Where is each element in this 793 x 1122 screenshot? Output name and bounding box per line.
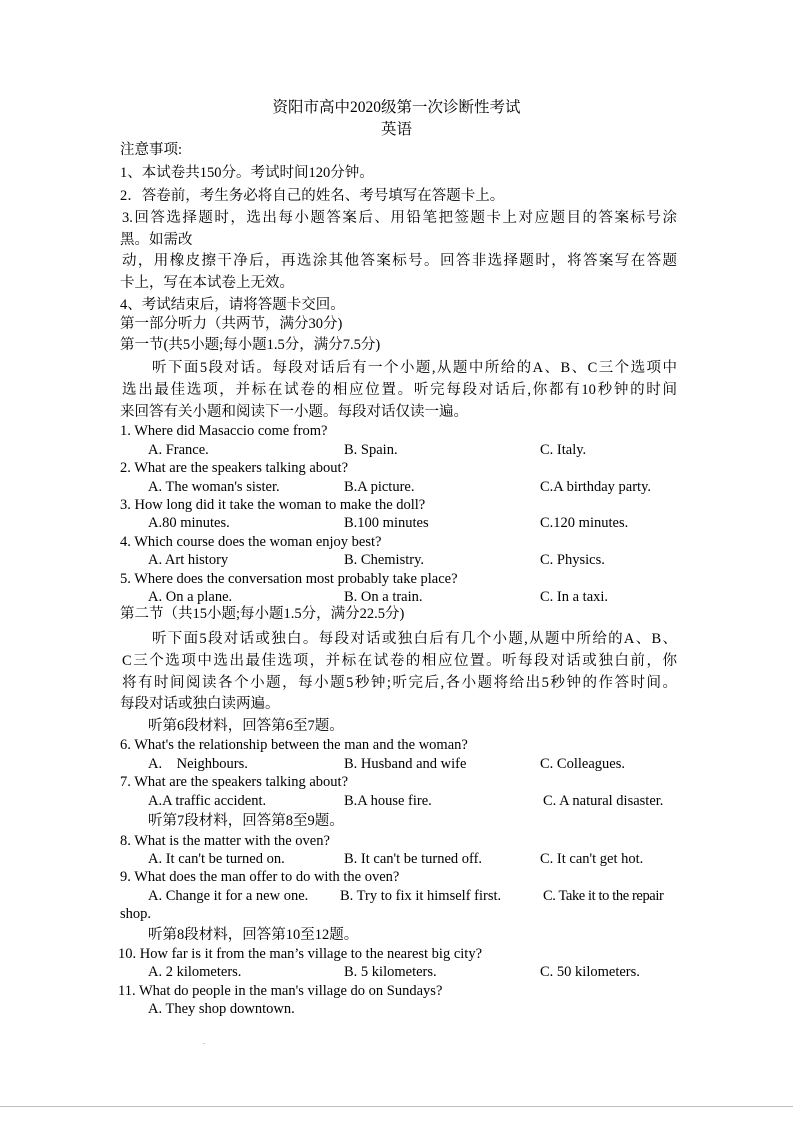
q6-option-c: C. Colleagues.: [540, 756, 625, 772]
question-1: 1. Where did Masaccio come from?: [120, 423, 328, 439]
q9-option-c: C. Take it to the repair: [543, 888, 664, 904]
q1-option-b: B. Spain.: [344, 442, 398, 458]
question-2: 2. What are the speakers talking about?: [120, 460, 349, 476]
section2-instructions-3: 将有时间阅读各个小题，每小题5秒钟;听完后,各小题将给出5秒钟的作答时间。: [122, 675, 677, 691]
page-bottom-rule: [0, 1106, 793, 1107]
q3-option-b: B.100 minutes: [344, 515, 429, 531]
section1-instructions-2: 选出最佳选项，并标在试卷的相应位置。听完每段对话后,你都有10秒钟的时间: [122, 382, 677, 398]
q8-option-c: C. It can't get hot.: [540, 851, 644, 867]
q2-option-b: B.A picture.: [344, 479, 415, 495]
q5-option-b: B. On a train.: [344, 589, 423, 605]
q8-option-b: B. It can't be turned off.: [344, 851, 483, 867]
q1-option-a: A. France.: [148, 442, 209, 458]
section1-instructions-3: 来回答有关小题和阅读下一小题。每段对话仅读一遍。: [120, 404, 468, 420]
notice-item-2: 2．答卷前，考生务必将自己的姓名、考号填写在答题卡上。: [120, 188, 505, 204]
q7-option-a: A.A traffic accident.: [148, 793, 267, 809]
question-5: 5. Where does the conversation most probably take place?: [120, 571, 458, 587]
question-11: 11. What do people in the man's village do on Sundays?: [118, 983, 443, 999]
scan-speck: [203, 1043, 205, 1044]
question-4: 4. Which course does the woman enjoy best?: [120, 534, 382, 550]
q3-option-a: A.80 minutes.: [148, 515, 230, 531]
question-7: 7. What are the speakers talking about?: [120, 774, 349, 790]
notice-heading: 注意事项:: [120, 142, 183, 158]
material-7-instruction: 听第7段材料，回答第8至9题。: [148, 813, 344, 829]
q5-option-a: A. On a plane.: [148, 589, 233, 605]
q10-option-b: B. 5 kilometers.: [344, 964, 437, 980]
question-8: 8. What is the matter with the oven?: [120, 833, 330, 849]
q2-option-a: A. The woman's sister.: [148, 479, 280, 495]
q6-option-b: B. Husband and wife: [344, 756, 467, 772]
part1-heading: 第一部分听力（共两节，满分30分): [120, 316, 343, 332]
q7-option-b: B.A house fire.: [344, 793, 432, 809]
q4-option-c: C. Physics.: [540, 552, 605, 568]
q7-option-c: C. A natural disaster.: [543, 793, 664, 809]
q9-option-b: B. Try to fix it himself first.: [340, 888, 502, 904]
section1-instructions-1: 听下面5段对话。每段对话后有一个小题,从题中所给的A、B、C三个选项中: [152, 360, 677, 376]
q1-option-c: C. Italy.: [540, 442, 587, 458]
q9-option-c-continued: shop.: [120, 906, 152, 922]
section2-instructions-2: C三个选项中选出最佳选项，并标在试卷的相应位置。听每段对话或独白前，你: [122, 653, 677, 669]
notice-item-1: 1、本试卷共150分。考试时间120分钟。: [120, 165, 374, 181]
material-6-instruction: 听第6段材料，回答第6至7题。: [148, 718, 344, 734]
q11-option-a: A. They shop downtown.: [148, 1001, 295, 1017]
q8-option-a: A. It can't be turned on.: [148, 851, 285, 867]
notice-item-4: 4、考试结束后，请将答题卡交回。: [120, 297, 345, 313]
q6-option-a: A. Neighbours.: [148, 756, 248, 772]
q10-option-c: C. 50 kilometers.: [540, 964, 640, 980]
notice-item-3: 3.回答选择题时，选出每小题答案后、用铅笔把签题卡上对应题目的答案标号涂: [122, 210, 677, 226]
section2-instructions-1: 听下面5段对话或独白。每段对话或独白后有几个小题,从题中所给的A、B、: [152, 631, 677, 647]
q4-option-a: A. Art history: [148, 552, 229, 568]
q9-option-a: A. Change it for a new one.: [148, 888, 309, 904]
exam-subject: 英语: [380, 121, 412, 138]
section2-instructions-4: 每段对话或独白读两遍。: [120, 696, 280, 712]
exam-title: 资阳市高中2020级第一次诊断性考试: [272, 99, 521, 116]
q2-option-c: C.A birthday party.: [540, 479, 652, 495]
q3-option-c: C.120 minutes.: [540, 515, 629, 531]
q10-option-a: A. 2 kilometers.: [148, 964, 242, 980]
notice-item-3-line-3: 动，用橡皮擦干净后，再选涂其他答案标号。回答非选择题时，将答案写在答题: [122, 253, 677, 269]
material-8-instruction: 听第8段材料，回答第10至12题。: [148, 927, 359, 943]
q4-option-b: B. Chemistry.: [344, 552, 425, 568]
question-10: 10. How far is it from the man’s village to the nearest big city?: [118, 946, 483, 962]
section2-heading: 第二节（共15小题;每小题1.5分，满分22.5分): [120, 606, 405, 622]
question-3: 3. How long did it take the woman to make the doll?: [120, 497, 426, 513]
q5-option-c: C. In a taxi.: [540, 589, 609, 605]
section1-heading: 第一节(共5小题;每小题1.5分，满分7.5分): [120, 337, 381, 353]
notice-item-3-cont: 黑。如需改: [120, 232, 193, 248]
question-9: 9. What does the man offer to do with the oven?: [120, 869, 400, 885]
question-6: 6. What's the relationship between the man and the woman?: [120, 737, 468, 753]
notice-item-3-line-4: 卡上，写在本试卷上无效。: [120, 275, 294, 291]
